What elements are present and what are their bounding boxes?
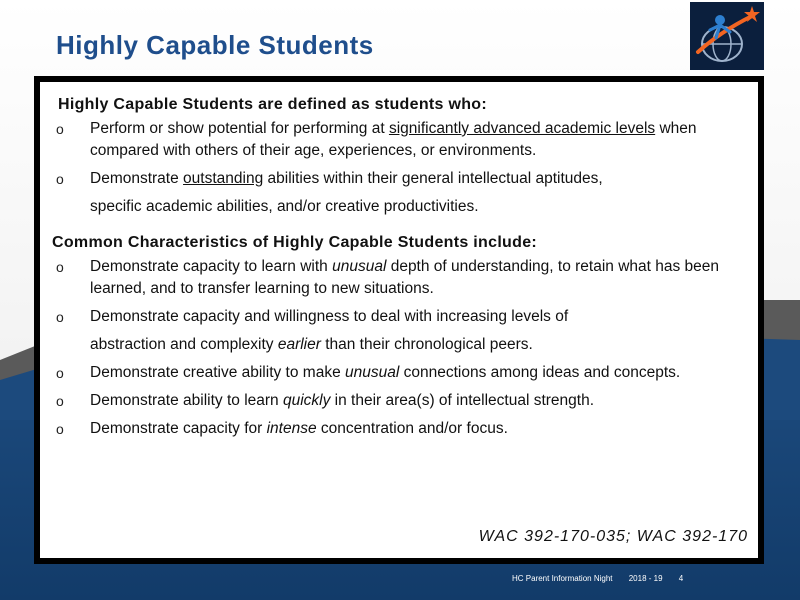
footer-year: 2018 - 19 (628, 574, 663, 583)
citation: WAC 392-170-035; WAC 392-170 (478, 528, 748, 545)
logo (690, 2, 764, 70)
definition-continuation: specific academic abilities, and/or creative productivities. (90, 198, 479, 215)
definition-heading: Highly Capable Students are defined as students who: (58, 96, 487, 113)
figure-globe-star-icon (690, 2, 764, 70)
bullet-circle-icon: o (56, 121, 64, 137)
bullet-circle-icon: o (56, 365, 64, 381)
characteristics-heading: Common Characteristics of Highly Capable Students include: (52, 234, 538, 251)
bullet-circle-icon: o (56, 421, 64, 437)
list-item: o Demonstrate capacity for intense concentration and/or focus. (52, 418, 744, 440)
bullet-circle-icon: o (56, 393, 64, 409)
characteristics-continuation: abstraction and complexity earlier than their chronological peers. (90, 336, 533, 353)
characteristics-list (52, 256, 744, 328)
bullet-circle-icon: o (56, 171, 64, 187)
list-item: o Demonstrate capacity to learn with unusual depth of understanding, to retain what has been learned, and to transfer learning to new situations. (56, 258, 720, 297)
slide-title: Highly Capable Students (56, 30, 374, 60)
definition-list (52, 118, 744, 190)
characteristics-list-continued (52, 362, 744, 440)
list-item: o Demonstrate ability to learn quickly in their area(s) of intellectual strength. (52, 390, 744, 412)
bullet-circle-icon: o (56, 309, 64, 325)
list-item: o Demonstrate outstanding abilities within their general intellectual aptitudes, (52, 168, 744, 190)
list-item: o Demonstrate creative ability to make unusual connections among ideas and concepts. (52, 362, 744, 384)
list-item: o Demonstrate capacity and willingness to deal with increasing levels of (52, 306, 744, 328)
bullet-circle-icon: o (56, 259, 64, 275)
content-panel-inner (40, 82, 758, 558)
page-number: 4 (678, 574, 684, 583)
footer-event: HC Parent Information Night (512, 574, 613, 583)
content-panel (34, 76, 764, 564)
slide-footer (512, 574, 697, 583)
list-item: o Perform or show potential for performing at significantly advanced academic levels when compared with others of their age, experiences, or environments. (56, 120, 697, 159)
